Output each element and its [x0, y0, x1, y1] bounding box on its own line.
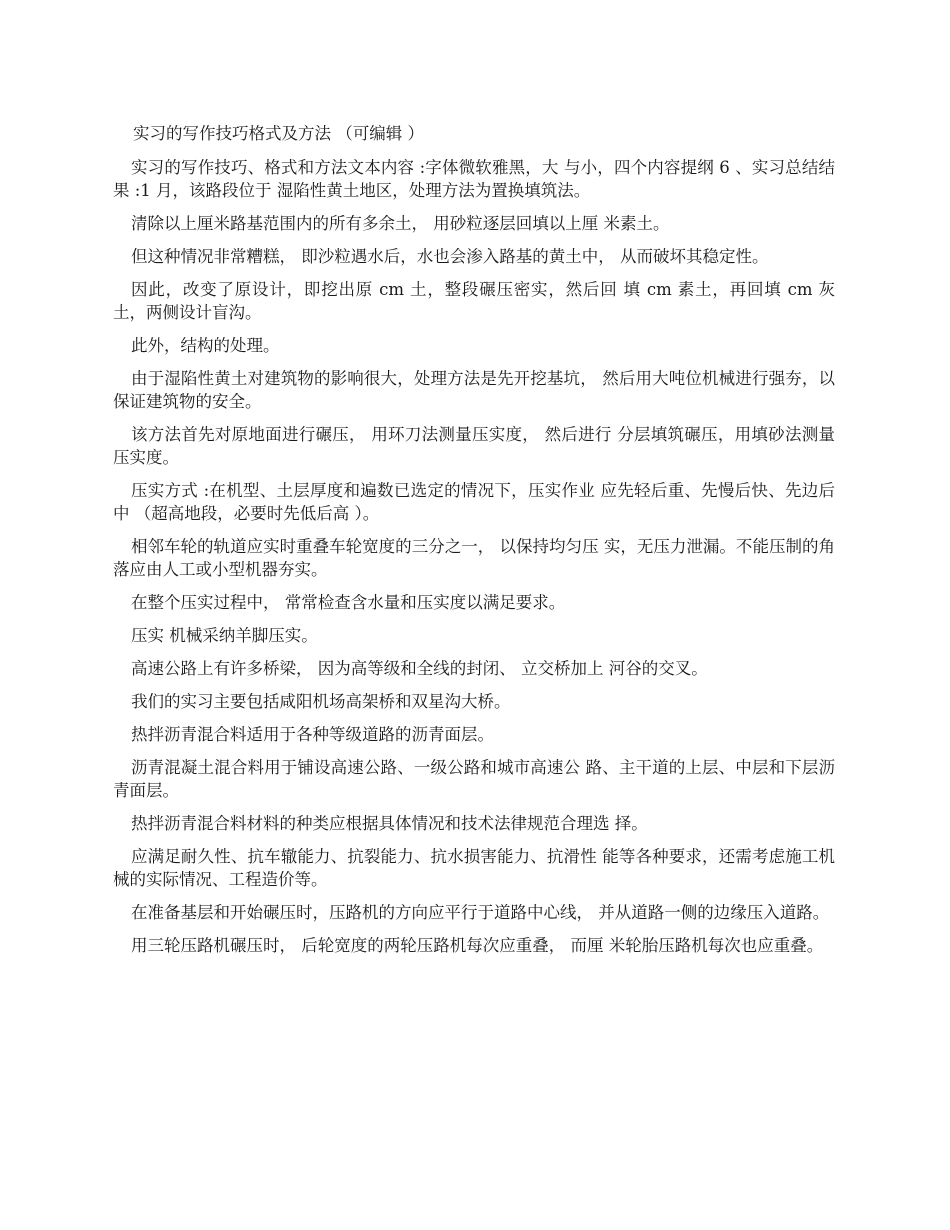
paragraph: 热拌沥青混合料适用于各种等级道路的沥青面层。 — [131, 725, 494, 744]
paragraph: 压实 机械采纳羊脚压实。 — [131, 626, 318, 645]
paragraph: 实习的写作技巧、格式和方法文本内容 :字体微软雅黑，大 与小，四个内容提纲 6 、实习总结结果 :1 月，该路段位于 湿陷性黄土地区，处理方法为置换填筑法。 — [113, 158, 835, 200]
document-title: 实习的写作技巧格式及方法 （可编辑 ） — [133, 124, 424, 143]
paragraph: 压实方式 :在机型、土层厚度和遍数已选定的情况下，压实作业 应先轻后重、先慢后快、先边后中 （超高地段，必要时先低后高 ）。 — [113, 481, 835, 523]
paragraph: 热拌沥青混合料材料的种类应根据具体情况和技术法律规范合理选 择。 — [131, 814, 648, 833]
paragraph: 高速公路上有许多桥梁， 因为高等级和全线的封闭、 立交桥加上 河谷的交叉。 — [131, 659, 708, 678]
paragraph: 在整个压实过程中， 常常检查含水量和压实度以满足要求。 — [131, 593, 566, 612]
paragraph: 在准备基层和开始碾压时，压路机的方向应平行于道路中心线， 并从道路一侧的边缘压入道路。 — [131, 903, 830, 922]
paragraph: 应满足耐久性、抗车辙能力、抗裂能力、抗水损害能力、抗滑性 能等各种要求，还需考虑施工机械的实际情况、工程造价等。 — [113, 847, 835, 889]
paragraph: 相邻车轮的轨道应实时重叠车轮宽度的三分之一， 以保持均匀压 实，无压力泄漏。不能压制的角落应由人工或小型机器夯实。 — [113, 537, 835, 579]
paragraph: 因此，改变了原设计，即挖出原 cm 土，整段碾压密实，然后回 填 cm 素土，再回填 cm 灰土，两侧设计盲沟。 — [113, 280, 835, 322]
paragraph: 该方法首先对原地面进行碾压， 用环刀法测量压实度， 然后进行 分层填筑碾压，用填砂法测量压实度。 — [113, 425, 835, 467]
paragraph: 用三轮压路机碾压时， 后轮宽度的两轮压路机每次应重叠， 而厘 米轮胎压路机每次也应重叠。 — [131, 936, 824, 955]
paragraph: 此外，结构的处理。 — [131, 336, 280, 355]
paragraph: 由于湿陷性黄土对建筑物的影响很大，处理方法是先开挖基坑， 然后用大吨位机械进行强夯，以保证建筑物的安全。 — [113, 369, 835, 411]
paragraph: 但这种情况非常糟糕， 即沙粒遇水后，水也会渗入路基的黄土中， 从而破坏其稳定性。 — [131, 247, 769, 266]
paragraph: 清除以上厘米路基范围内的所有多余土， 用砂粒逐层回填以上厘 米素土。 — [131, 214, 670, 233]
paragraph: 沥青混凝土混合料用于铺设高速公路、一级公路和城市高速公 路、主干道的上层、中层和下层沥青面层。 — [113, 758, 835, 800]
paragraph: 我们的实习主要包括咸阳机场高架桥和双星沟大桥。 — [131, 692, 511, 711]
document-body — [113, 122, 835, 967]
